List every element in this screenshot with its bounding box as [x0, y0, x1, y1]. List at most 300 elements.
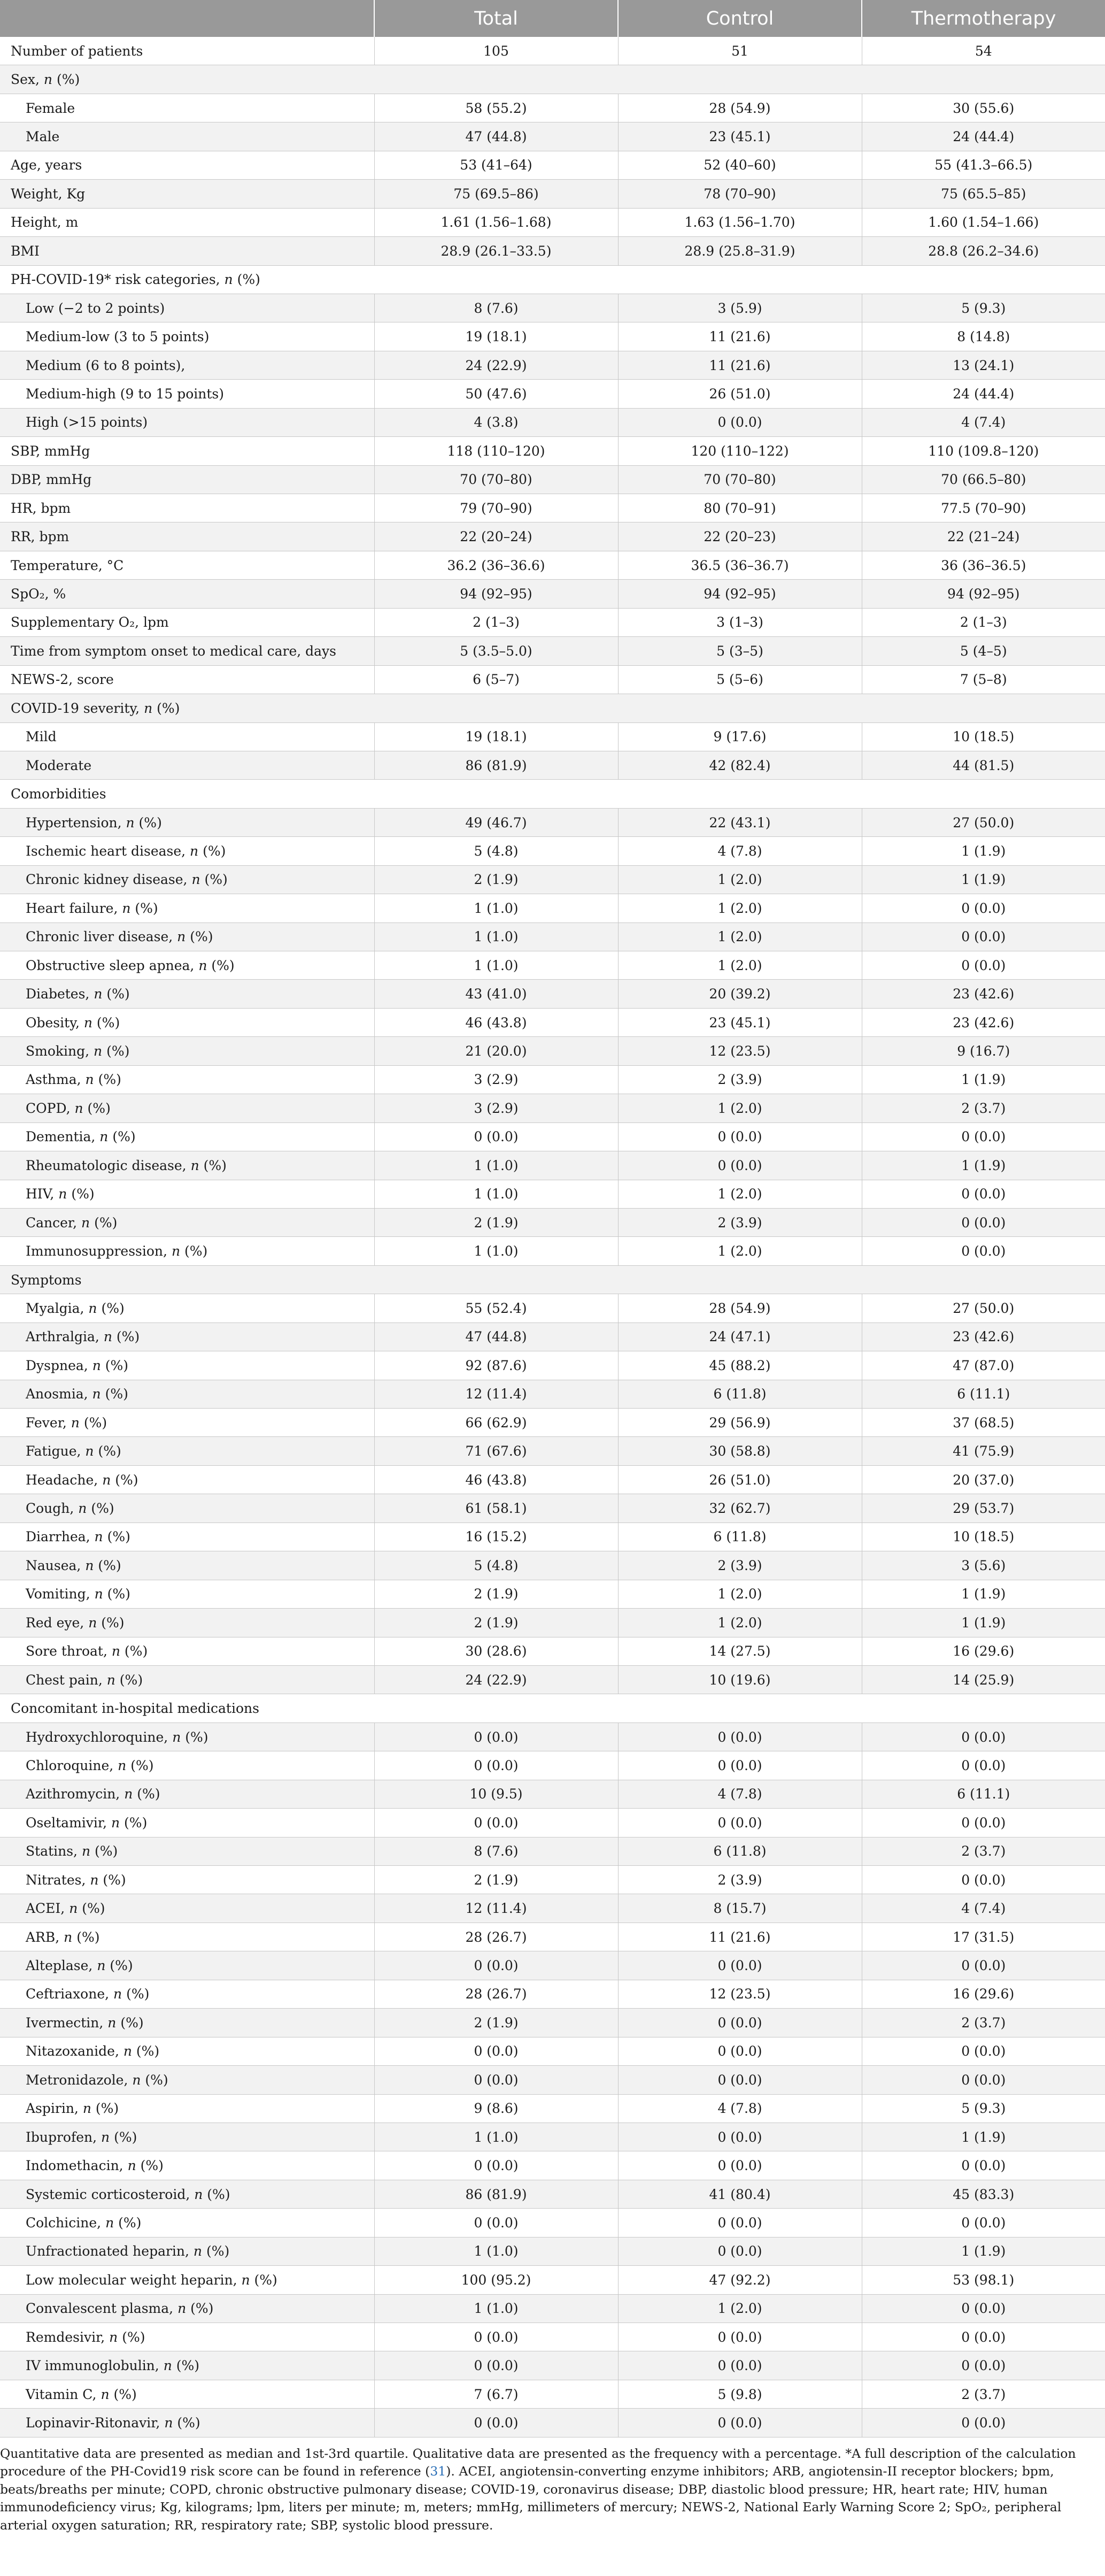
- cell-total: 0 (0.0): [374, 2409, 618, 2437]
- table-row: [0, 1894, 1105, 1923]
- row-label: Vitamin C, n (%): [0, 2380, 374, 2408]
- table-row: [0, 922, 1105, 951]
- cell-control: 3 (1–3): [618, 608, 862, 636]
- table-row: [0, 1380, 1105, 1408]
- cell-total: 92 (87.6): [374, 1351, 618, 1380]
- row-label: IV immunoglobulin, n (%): [0, 2351, 374, 2380]
- row-label: Cough, n (%): [0, 1494, 374, 1522]
- cell-control: 1 (2.0): [618, 865, 862, 894]
- table-row: [0, 437, 1105, 465]
- cell-control: 2 (3.9): [618, 1551, 862, 1580]
- cell-control: 0 (0.0): [618, 408, 862, 436]
- table-row: [0, 237, 1105, 265]
- table-row: [0, 2380, 1105, 2408]
- cell-total: 8 (7.6): [374, 1837, 618, 1865]
- cell-total: 0 (0.0): [374, 1122, 618, 1151]
- cell-thermotherapy: 27 (50.0): [862, 1294, 1105, 1322]
- cell-thermotherapy: 1 (1.9): [862, 1580, 1105, 1608]
- row-label: Rheumatologic disease, n (%): [0, 1151, 374, 1180]
- cell-thermotherapy: 47 (87.0): [862, 1351, 1105, 1380]
- cell-thermotherapy: 0 (0.0): [862, 2351, 1105, 2380]
- header-label-column: [0, 0, 374, 37]
- cell-thermotherapy: 0 (0.0): [862, 1866, 1105, 1894]
- cell-thermotherapy: 14 (25.9): [862, 1665, 1105, 1694]
- cell-thermotherapy: 110 (109.8–120): [862, 437, 1105, 465]
- table-row: [0, 1609, 1105, 1637]
- cell-total: 4 (3.8): [374, 408, 618, 436]
- cell-control: 29 (56.9): [618, 1409, 862, 1437]
- cell-control: 11 (21.6): [618, 351, 862, 379]
- cell-total: 0 (0.0): [374, 2037, 618, 2065]
- row-label: Immunosuppression, n (%): [0, 1237, 374, 1265]
- cell-total: 0 (0.0): [374, 1723, 618, 1751]
- cell-total: 58 (55.2): [374, 94, 618, 122]
- cell-total: 53 (41–64): [374, 151, 618, 179]
- cell-control: 10 (19.6): [618, 1665, 862, 1694]
- row-label: Dementia, n (%): [0, 1122, 374, 1151]
- cell-total: 5 (4.8): [374, 837, 618, 865]
- table-row: [0, 608, 1105, 636]
- row-label: Ischemic heart disease, n (%): [0, 837, 374, 865]
- table-row: [0, 2409, 1105, 2437]
- row-label: Fever, n (%): [0, 1409, 374, 1437]
- cell-control: 1 (2.0): [618, 1609, 862, 1637]
- cell-thermotherapy: 10 (18.5): [862, 1522, 1105, 1551]
- table-row: [0, 1522, 1105, 1551]
- cell-thermotherapy: 0 (0.0): [862, 1809, 1105, 1837]
- row-label: Remdesivir, n (%): [0, 2323, 374, 2351]
- row-label: Myalgia, n (%): [0, 1294, 374, 1322]
- row-label: Supplementary O₂, lpm: [0, 608, 374, 636]
- cell-thermotherapy: 1 (1.9): [862, 1151, 1105, 1180]
- table-row: [0, 665, 1105, 694]
- cell-total: 0 (0.0): [374, 2151, 618, 2180]
- table-row: [0, 351, 1105, 379]
- cell-thermotherapy: 6 (11.1): [862, 1780, 1105, 1808]
- cell-thermotherapy: 0 (0.0): [862, 2323, 1105, 2351]
- cell-thermotherapy: 24 (44.4): [862, 380, 1105, 408]
- cell-control: 94 (92–95): [618, 580, 862, 608]
- cell-thermotherapy: 16 (29.6): [862, 1637, 1105, 1665]
- row-label: ARB, n (%): [0, 1923, 374, 1951]
- cell-thermotherapy: 1 (1.9): [862, 1065, 1105, 1094]
- cell-total: 2 (1.9): [374, 1609, 618, 1637]
- table-row: [0, 1237, 1105, 1265]
- cell-control: 11 (21.6): [618, 322, 862, 351]
- cell-thermotherapy: 6 (11.1): [862, 1380, 1105, 1408]
- row-label: Unfractionated heparin, n (%): [0, 2237, 374, 2265]
- table-header-row: [0, 0, 1105, 37]
- table-row: [0, 1580, 1105, 1608]
- table-row: [0, 1208, 1105, 1236]
- cell-thermotherapy: 45 (83.3): [862, 2180, 1105, 2208]
- table-row: [0, 522, 1105, 551]
- cell-thermotherapy: 1 (1.9): [862, 2237, 1105, 2265]
- cell-control: 0 (0.0): [618, 2409, 862, 2437]
- table-row: [0, 1780, 1105, 1808]
- table-row: [0, 1951, 1105, 1980]
- cell-thermotherapy: 0 (0.0): [862, 2037, 1105, 2065]
- cell-thermotherapy: 0 (0.0): [862, 951, 1105, 980]
- cell-thermotherapy: 1 (1.9): [862, 1609, 1105, 1637]
- cell-total: 2 (1–3): [374, 608, 618, 636]
- row-label: Ivermectin, n (%): [0, 2009, 374, 2037]
- row-label: Chloroquine, n (%): [0, 1751, 374, 1780]
- row-label: Ceftriaxone, n (%): [0, 1980, 374, 2008]
- cell-thermotherapy: 1.60 (1.54–1.66): [862, 208, 1105, 236]
- row-label: Statins, n (%): [0, 1837, 374, 1865]
- cell-thermotherapy: 0 (0.0): [862, 2294, 1105, 2323]
- table-row: [0, 2323, 1105, 2351]
- cell-thermotherapy: 0 (0.0): [862, 1723, 1105, 1751]
- cell-total: 118 (110–120): [374, 437, 618, 465]
- row-label: Alteplase, n (%): [0, 1951, 374, 1980]
- section-row: [0, 265, 1105, 294]
- cell-thermotherapy: 0 (0.0): [862, 894, 1105, 922]
- cell-total: 71 (67.6): [374, 1437, 618, 1465]
- table-row: [0, 1665, 1105, 1694]
- table-row: [0, 1037, 1105, 1065]
- cell-total: 22 (20–24): [374, 522, 618, 551]
- cell-total: 19 (18.1): [374, 322, 618, 351]
- cell-control: 78 (70–90): [618, 180, 862, 208]
- row-label: Chest pain, n (%): [0, 1665, 374, 1694]
- cell-control: 1.63 (1.56–1.70): [618, 208, 862, 236]
- table-row: [0, 1008, 1105, 1036]
- cell-total: 1 (1.0): [374, 1237, 618, 1265]
- table-row: [0, 1437, 1105, 1465]
- cell-total: 70 (70–80): [374, 465, 618, 494]
- cell-thermotherapy: 4 (7.4): [862, 408, 1105, 436]
- table-row: [0, 1351, 1105, 1380]
- cell-total: 61 (58.1): [374, 1494, 618, 1522]
- cell-total: 5 (3.5–5.0): [374, 637, 618, 665]
- cell-total: 2 (1.9): [374, 865, 618, 894]
- section-label: PH-COVID-19* risk categories, n (%): [0, 265, 1105, 294]
- cell-control: 3 (5.9): [618, 294, 862, 322]
- cell-thermotherapy: 7 (5–8): [862, 665, 1105, 694]
- row-label: Male: [0, 122, 374, 151]
- cell-total: 2 (1.9): [374, 1208, 618, 1236]
- cell-thermotherapy: 2 (1–3): [862, 608, 1105, 636]
- table-row: [0, 2123, 1105, 2151]
- table-row: [0, 2294, 1105, 2323]
- cell-thermotherapy: 0 (0.0): [862, 2409, 1105, 2437]
- footnote-text-2: ). ACEI, angiotensin-converting enzyme inhibitors; ARB, angiotensin-II receptor blockers; bpm, beats/breaths per minute; COPD, chronic obstructive pulmonary disease; COVID-19, coronavirus disease; DBP, diastolic blood pressure; HR, heart rate; HIV, human immunodeficiency virus; Kg, kilograms; lpm, liters per minute; m, meters; mmHg, millimeters of mercury; NEWS-2, National Early Warning Score 2; SpO₂, peripheral arterial oxygen saturation; RR, respiratory rate; SBP, systolic blood pressure.: [0, 2464, 1062, 2533]
- cell-thermotherapy: 30 (55.6): [862, 94, 1105, 122]
- cell-thermotherapy: 29 (53.7): [862, 1494, 1105, 1522]
- cell-control: 23 (45.1): [618, 1008, 862, 1036]
- table-row: [0, 122, 1105, 151]
- table-row: [0, 37, 1105, 65]
- row-label: Red eye, n (%): [0, 1609, 374, 1637]
- row-label: Hydroxychloroquine, n (%): [0, 1723, 374, 1751]
- section-label: COVID-19 severity, n (%): [0, 694, 1105, 722]
- cell-control: 22 (43.1): [618, 808, 862, 836]
- cell-thermotherapy: 0 (0.0): [862, 1122, 1105, 1151]
- cell-control: 28 (54.9): [618, 1294, 862, 1322]
- cell-control: 9 (17.6): [618, 722, 862, 751]
- row-label: Fatigue, n (%): [0, 1437, 374, 1465]
- cell-control: 2 (3.9): [618, 1866, 862, 1894]
- section-row: [0, 65, 1105, 94]
- cell-control: 4 (7.8): [618, 837, 862, 865]
- cell-control: 22 (20–23): [618, 522, 862, 551]
- cell-thermotherapy: 54: [862, 37, 1105, 65]
- cell-thermotherapy: 10 (18.5): [862, 722, 1105, 751]
- row-label: Heart failure, n (%): [0, 894, 374, 922]
- cell-total: 0 (0.0): [374, 2351, 618, 2380]
- cell-total: 28 (26.7): [374, 1980, 618, 2008]
- row-label: High (>15 points): [0, 408, 374, 436]
- cell-thermotherapy: 5 (9.3): [862, 294, 1105, 322]
- row-label: Obstructive sleep apnea, n (%): [0, 951, 374, 980]
- cell-control: 45 (88.2): [618, 1351, 862, 1380]
- cell-thermotherapy: 2 (3.7): [862, 1094, 1105, 1122]
- cell-control: 26 (51.0): [618, 1465, 862, 1494]
- cell-thermotherapy: 70 (66.5–80): [862, 465, 1105, 494]
- cell-total: 1 (1.0): [374, 922, 618, 951]
- table-row: [0, 151, 1105, 179]
- cell-control: 2 (3.9): [618, 1208, 862, 1236]
- row-label: Hypertension, n (%): [0, 808, 374, 836]
- table-row: [0, 322, 1105, 351]
- row-label: Lopinavir-Ritonavir, n (%): [0, 2409, 374, 2437]
- cell-total: 86 (81.9): [374, 2180, 618, 2208]
- row-label: Asthma, n (%): [0, 1065, 374, 1094]
- cell-total: 47 (44.8): [374, 1322, 618, 1351]
- table-row: [0, 1723, 1105, 1751]
- cell-total: 36.2 (36–36.6): [374, 551, 618, 579]
- cell-total: 79 (70–90): [374, 494, 618, 522]
- cell-total: 2 (1.9): [374, 2009, 618, 2037]
- row-label: ACEI, n (%): [0, 1894, 374, 1923]
- cell-control: 0 (0.0): [618, 1951, 862, 1980]
- cell-total: 105: [374, 37, 618, 65]
- row-label: Systemic corticosteroid, n (%): [0, 2180, 374, 2208]
- cell-control: 80 (70–91): [618, 494, 862, 522]
- cell-total: 1 (1.0): [374, 2123, 618, 2151]
- table-row: [0, 94, 1105, 122]
- row-label: Metronidazole, n (%): [0, 2066, 374, 2094]
- cell-total: 55 (52.4): [374, 1294, 618, 1322]
- cell-control: 5 (9.8): [618, 2380, 862, 2408]
- cell-control: 70 (70–80): [618, 465, 862, 494]
- cell-total: 9 (8.6): [374, 2094, 618, 2123]
- cell-total: 0 (0.0): [374, 1809, 618, 1837]
- cell-control: 52 (40–60): [618, 151, 862, 179]
- cell-thermotherapy: 41 (75.9): [862, 1437, 1105, 1465]
- table-row: [0, 2351, 1105, 2380]
- cell-thermotherapy: 20 (37.0): [862, 1465, 1105, 1494]
- cell-thermotherapy: 13 (24.1): [862, 351, 1105, 379]
- footnote-text-1: Quantitative data are presented as median and 1st-3rd quartile. Qualitative data are presented as the frequency with a percentage. *A full description of the calculation procedure of the PH-Covid19 risk score can be found in reference (: [0, 2446, 1076, 2479]
- row-label: Height, m: [0, 208, 374, 236]
- cell-total: 0 (0.0): [374, 1751, 618, 1780]
- table-body: [0, 37, 1105, 2437]
- section-row: [0, 780, 1105, 808]
- table-row: [0, 2209, 1105, 2237]
- row-label: Mild: [0, 722, 374, 751]
- row-label: Female: [0, 94, 374, 122]
- cell-thermotherapy: 1 (1.9): [862, 865, 1105, 894]
- cell-control: 0 (0.0): [618, 2151, 862, 2180]
- row-label: HIV, n (%): [0, 1180, 374, 1208]
- cell-thermotherapy: 0 (0.0): [862, 1237, 1105, 1265]
- cell-thermotherapy: 1 (1.9): [862, 837, 1105, 865]
- cell-total: 50 (47.6): [374, 380, 618, 408]
- cell-control: 5 (5–6): [618, 665, 862, 694]
- cell-control: 32 (62.7): [618, 1494, 862, 1522]
- cell-thermotherapy: 0 (0.0): [862, 1751, 1105, 1780]
- table-row: [0, 1809, 1105, 1837]
- cell-total: 46 (43.8): [374, 1465, 618, 1494]
- cell-control: 24 (47.1): [618, 1322, 862, 1351]
- cell-thermotherapy: 23 (42.6): [862, 1008, 1105, 1036]
- cell-control: 41 (80.4): [618, 2180, 862, 2208]
- cell-total: 94 (92–95): [374, 580, 618, 608]
- row-label: Nitrates, n (%): [0, 1866, 374, 1894]
- table-row: [0, 1494, 1105, 1522]
- row-label: Moderate: [0, 751, 374, 779]
- table-row: [0, 2009, 1105, 2037]
- cell-total: 6 (5–7): [374, 665, 618, 694]
- cell-thermotherapy: 0 (0.0): [862, 1180, 1105, 1208]
- cell-control: 0 (0.0): [618, 1151, 862, 1180]
- cell-thermotherapy: 36 (36–36.5): [862, 551, 1105, 579]
- cell-thermotherapy: 0 (0.0): [862, 2151, 1105, 2180]
- row-label: DBP, mmHg: [0, 465, 374, 494]
- section-label: Sex, n (%): [0, 65, 1105, 94]
- cell-total: 8 (7.6): [374, 294, 618, 322]
- cell-control: 1 (2.0): [618, 1580, 862, 1608]
- cell-total: 0 (0.0): [374, 2209, 618, 2237]
- cell-thermotherapy: 75 (65.5–85): [862, 180, 1105, 208]
- cell-total: 0 (0.0): [374, 2066, 618, 2094]
- cell-thermotherapy: 23 (42.6): [862, 980, 1105, 1008]
- table-row: [0, 1465, 1105, 1494]
- cell-total: 16 (15.2): [374, 1522, 618, 1551]
- cell-thermotherapy: 0 (0.0): [862, 1208, 1105, 1236]
- table-row: [0, 2237, 1105, 2265]
- cell-total: 21 (20.0): [374, 1037, 618, 1065]
- cell-total: 47 (44.8): [374, 122, 618, 151]
- cell-total: 66 (62.9): [374, 1409, 618, 1437]
- footnote-reference-link[interactable]: 31: [430, 2464, 446, 2479]
- table-row: [0, 1866, 1105, 1894]
- table-row: [0, 1151, 1105, 1180]
- row-label: Medium (6 to 8 points),: [0, 351, 374, 379]
- cell-total: 3 (2.9): [374, 1094, 618, 1122]
- row-label: Nitazoxanide, n (%): [0, 2037, 374, 2065]
- table-footnote: [0, 2437, 1105, 2535]
- table-row: [0, 1294, 1105, 1322]
- cell-control: 0 (0.0): [618, 2037, 862, 2065]
- header-control: Control: [618, 0, 862, 37]
- table-row: [0, 1094, 1105, 1122]
- cell-total: 10 (9.5): [374, 1780, 618, 1808]
- cell-total: 75 (69.5–86): [374, 180, 618, 208]
- row-label: Age, years: [0, 151, 374, 179]
- table-row: [0, 180, 1105, 208]
- table-row: [0, 2180, 1105, 2208]
- cell-total: 86 (81.9): [374, 751, 618, 779]
- cell-control: 6 (11.8): [618, 1380, 862, 1408]
- cell-control: 4 (7.8): [618, 2094, 862, 2123]
- cell-thermotherapy: 3 (5.6): [862, 1551, 1105, 1580]
- cell-control: 23 (45.1): [618, 122, 862, 151]
- table-row: [0, 751, 1105, 779]
- row-label: Medium-low (3 to 5 points): [0, 322, 374, 351]
- row-label: Oseltamivir, n (%): [0, 1809, 374, 1837]
- row-label: Indomethacin, n (%): [0, 2151, 374, 2180]
- section-label: Comorbidities: [0, 780, 1105, 808]
- cell-control: 28.9 (25.8–31.9): [618, 237, 862, 265]
- cell-thermotherapy: 2 (3.7): [862, 2009, 1105, 2037]
- table-row: [0, 980, 1105, 1008]
- cell-control: 47 (92.2): [618, 2266, 862, 2294]
- cell-thermotherapy: 5 (4–5): [862, 637, 1105, 665]
- cell-total: 1 (1.0): [374, 2237, 618, 2265]
- cell-thermotherapy: 0 (0.0): [862, 2066, 1105, 2094]
- cell-control: 30 (58.8): [618, 1437, 862, 1465]
- section-row: [0, 1265, 1105, 1294]
- cell-control: 1 (2.0): [618, 1237, 862, 1265]
- table-row: [0, 2066, 1105, 2094]
- cell-thermotherapy: 17 (31.5): [862, 1923, 1105, 1951]
- cell-thermotherapy: 94 (92–95): [862, 580, 1105, 608]
- cell-thermotherapy: 4 (7.4): [862, 1894, 1105, 1923]
- table-row: [0, 294, 1105, 322]
- cell-thermotherapy: 44 (81.5): [862, 751, 1105, 779]
- table-row: [0, 951, 1105, 980]
- table-row: [0, 1065, 1105, 1094]
- cell-control: 5 (3–5): [618, 637, 862, 665]
- row-label: BMI: [0, 237, 374, 265]
- table-row: [0, 1180, 1105, 1208]
- row-label: Obesity, n (%): [0, 1008, 374, 1036]
- table-row: [0, 208, 1105, 236]
- cell-thermotherapy: 5 (9.3): [862, 2094, 1105, 2123]
- cell-total: 1 (1.0): [374, 2294, 618, 2323]
- row-label: HR, bpm: [0, 494, 374, 522]
- cell-thermotherapy: 53 (98.1): [862, 2266, 1105, 2294]
- cell-control: 1 (2.0): [618, 2294, 862, 2323]
- cell-control: 0 (0.0): [618, 2351, 862, 2380]
- cell-thermotherapy: 16 (29.6): [862, 1980, 1105, 2008]
- cell-control: 36.5 (36–36.7): [618, 551, 862, 579]
- cell-thermotherapy: 0 (0.0): [862, 1951, 1105, 1980]
- cell-control: 8 (15.7): [618, 1894, 862, 1923]
- row-label: Aspirin, n (%): [0, 2094, 374, 2123]
- cell-control: 28 (54.9): [618, 94, 862, 122]
- table-row: [0, 865, 1105, 894]
- row-label: Headache, n (%): [0, 1465, 374, 1494]
- cell-control: 0 (0.0): [618, 2323, 862, 2351]
- table-row: [0, 722, 1105, 751]
- table-row: [0, 380, 1105, 408]
- cell-thermotherapy: 0 (0.0): [862, 922, 1105, 951]
- cell-total: 28 (26.7): [374, 1923, 618, 1951]
- cell-thermotherapy: 22 (21–24): [862, 522, 1105, 551]
- cell-control: 0 (0.0): [618, 1751, 862, 1780]
- cell-control: 20 (39.2): [618, 980, 862, 1008]
- row-label: Cancer, n (%): [0, 1208, 374, 1236]
- row-label: Low (−2 to 2 points): [0, 294, 374, 322]
- row-label: Arthralgia, n (%): [0, 1322, 374, 1351]
- table-row: [0, 2094, 1105, 2123]
- cell-control: 120 (110–122): [618, 437, 862, 465]
